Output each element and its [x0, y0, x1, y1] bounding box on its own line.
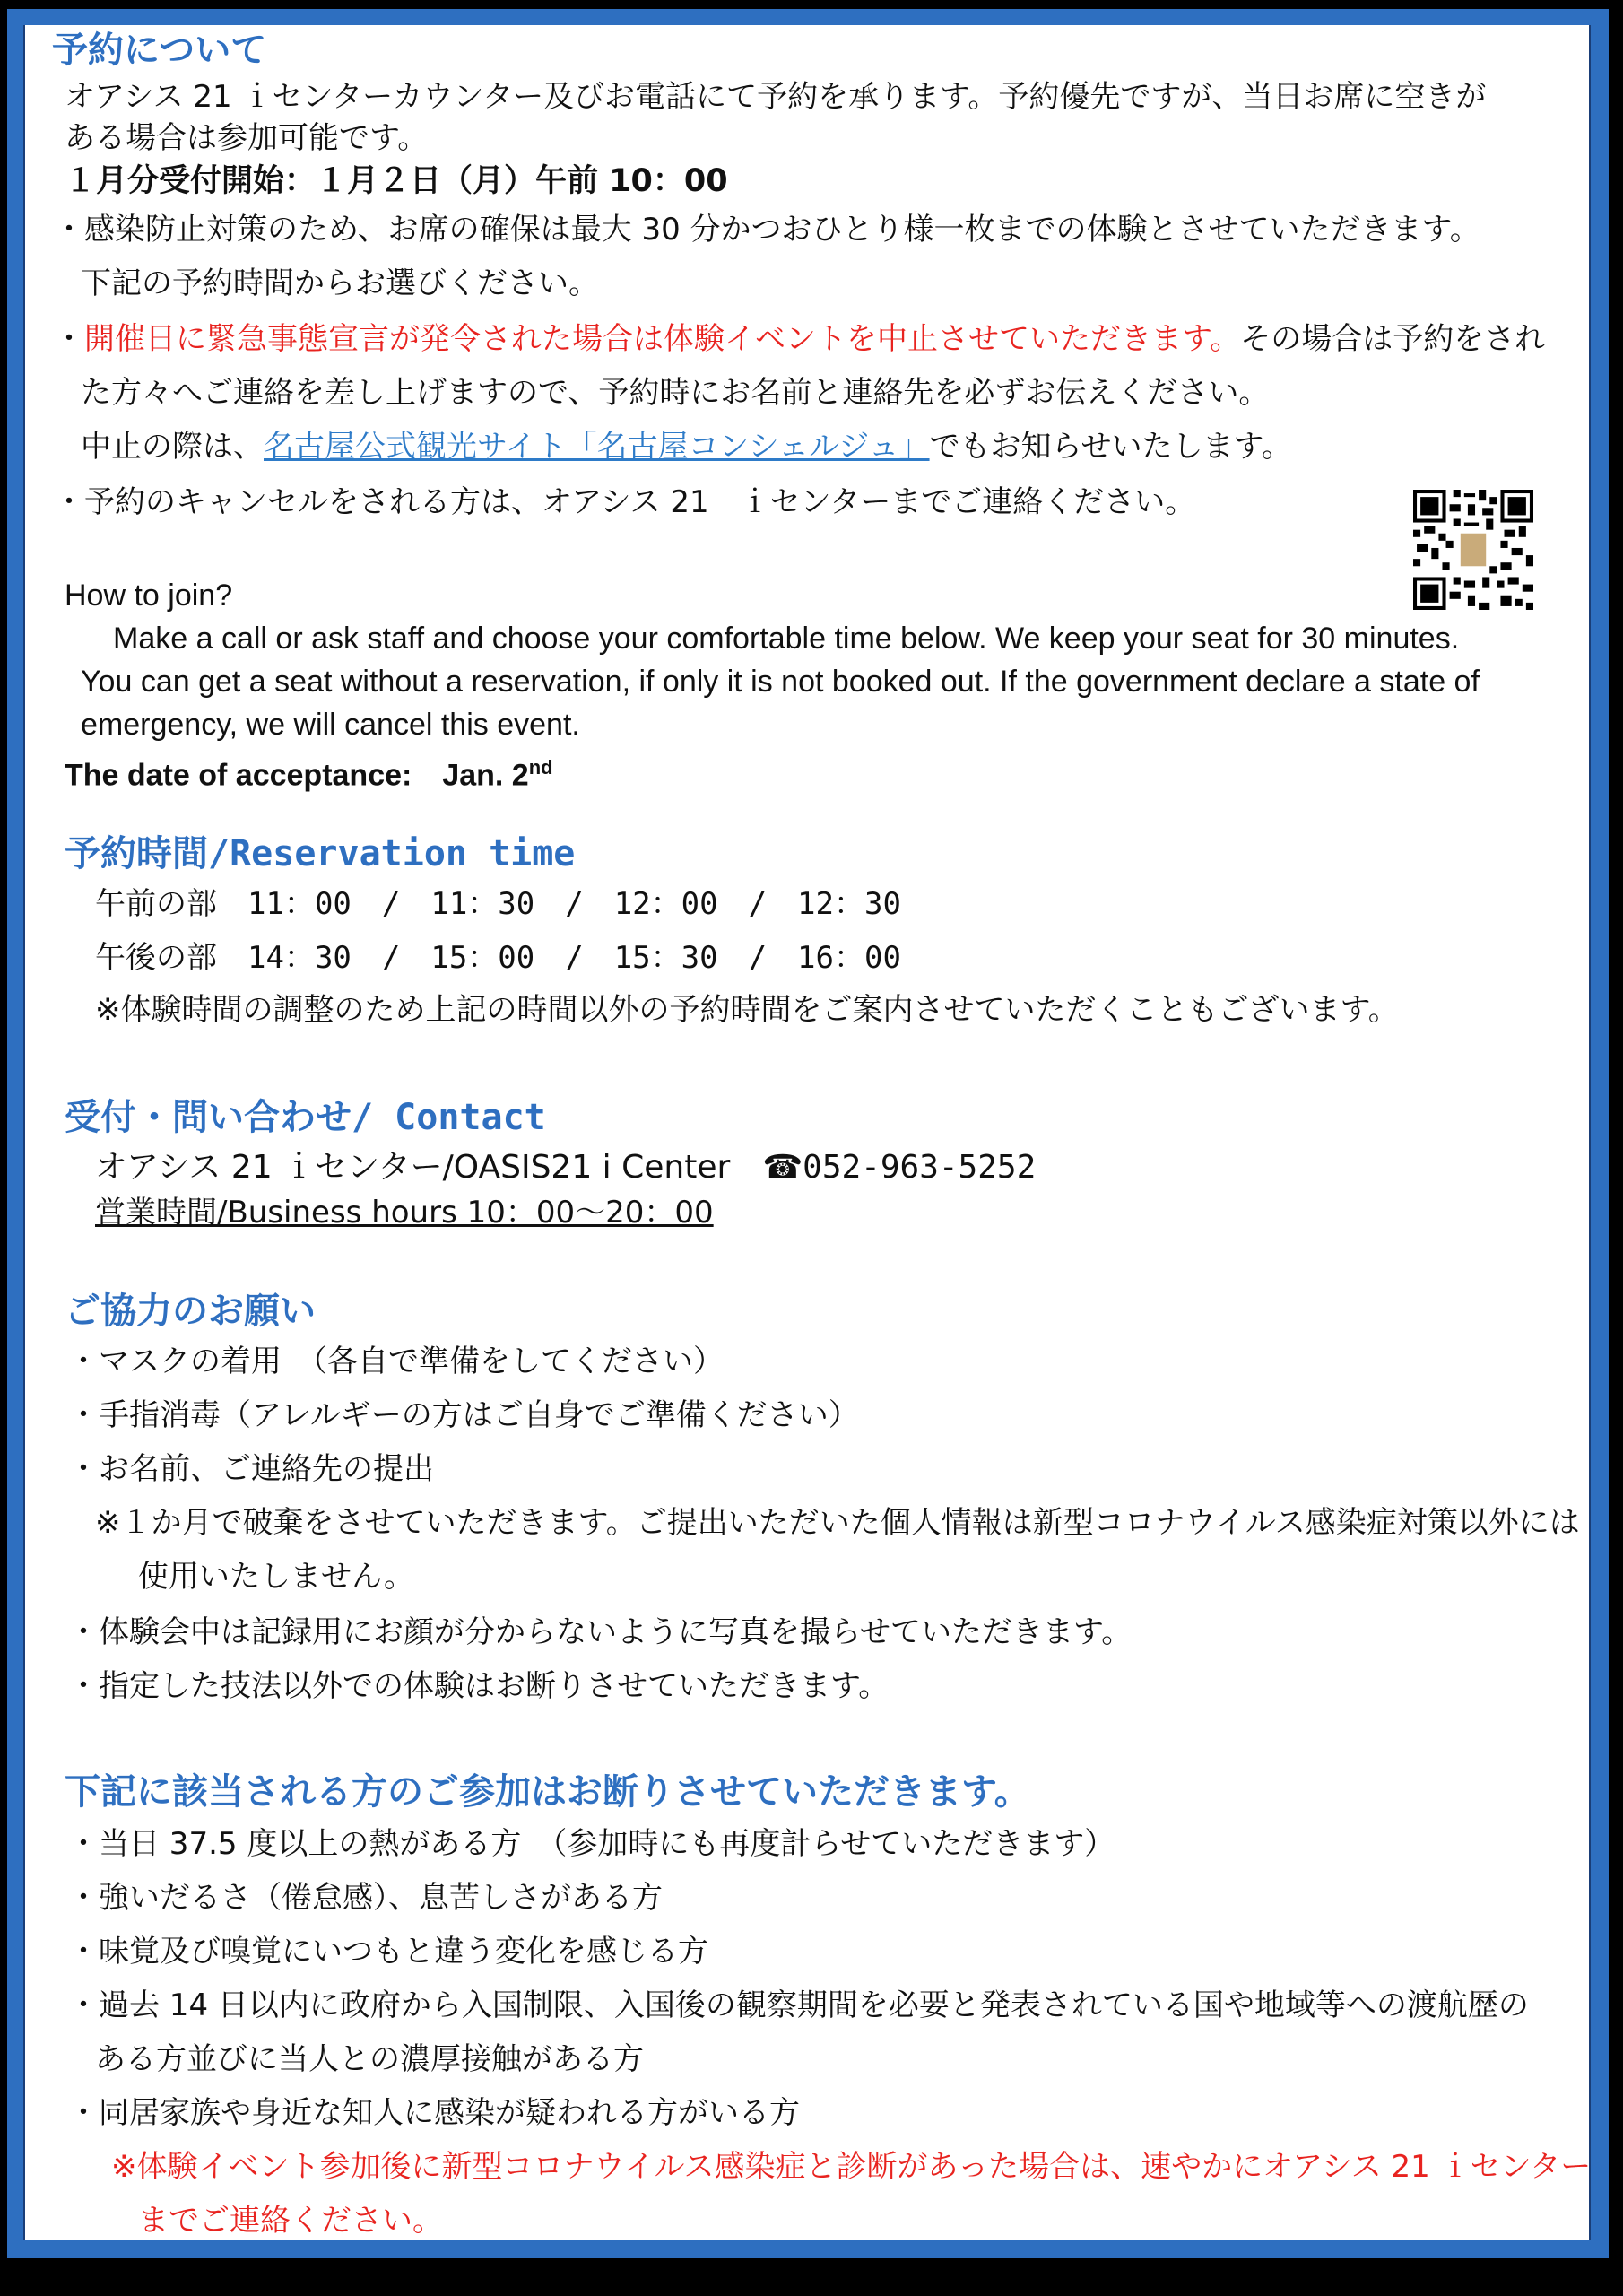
contact-center	[95, 1148, 1036, 1187]
contact-center-name: オアシス 21 ｉセンター/OASIS21 i Center	[95, 1149, 763, 1186]
cooperation-item-note-cont: 使用いたしません。	[138, 1559, 415, 1595]
reservation-intro-line2: ある場合は参加可能です。	[65, 120, 429, 156]
refusal-item: ・味覚及び嗅覚にいつもと違う変化を感じる方	[68, 1934, 708, 1970]
acceptance-date-suffix: nd	[528, 756, 553, 778]
contact-heading: 受付・問い合わせ/ Contact	[65, 1097, 546, 1138]
reservation-cancel-notice	[81, 427, 1292, 466]
refusal-item: ・当日 37.5 度以上の熱がある方 （参加時にも再度計らせていただきます）	[68, 1826, 1115, 1862]
cooperation-heading: ご協力のお願い	[65, 1291, 316, 1332]
emergency-rest: その場合は予約をされ	[1240, 321, 1546, 357]
qr-code-icon	[1413, 490, 1533, 610]
refusal-item-cont: ある方並びに当人との濃厚接触がある方	[95, 2041, 644, 2077]
reservation-bullet-emergency-cont: た方々へご連絡を差し上げますので、予約時にお名前と連絡先を必ずお伝えください。	[81, 375, 1270, 411]
refusal-item: ・同居家族や身近な知人に感染が疑われる方がいる方	[68, 2095, 800, 2131]
reservation-start-date: １月分受付開始：１月２日（月）午前 10：00	[65, 163, 728, 199]
cooperation-item-note: ※１か月で破棄をさせていただきます。ご提出いただいた個人情報は新型コロナウイルス感染症対策以外には	[95, 1505, 1580, 1541]
contact-phone-number[interactable]: 052-963-5252	[803, 1149, 1037, 1186]
reservation-bullet-emergency	[54, 319, 1545, 359]
english-paragraph-line1: Make a call or ask staff and choose your comfortable time below. We keep your seat for 30 minutes.	[113, 622, 1460, 656]
reservation-bullet-seat-cont: 下記の予約時間からお選びください。	[81, 265, 599, 301]
reservation-bullet-cancel: ・予約のキャンセルをされる方は、オアシス 21 ｉセンターまでご連絡ください。	[54, 484, 1196, 520]
morning-time-slots: 午前の部 11：00 / 11：30 / 12：00 / 12：30	[95, 886, 901, 922]
cooperation-item: ・お名前、ご連絡先の提出	[68, 1451, 434, 1487]
time-adjustment-note: ※体験時間の調整のため上記の時間以外の予約時間をご案内させていただくこともございます。	[95, 992, 1399, 1028]
cancel-notice-pre: 中止の際は、	[81, 429, 264, 465]
cooperation-item: ・体験会中は記録用にお顔が分からないように写真を撮らせていただきます。	[68, 1614, 1133, 1650]
acceptance-date-label: The date of acceptance: Jan. 2	[65, 758, 529, 793]
refusal-item: ・過去 14 日以内に政府から入国制限、入国後の観察期間を必要と発表されている国や地域等への渡航歴の	[68, 1987, 1529, 2023]
document-page	[23, 25, 1591, 2240]
cancel-notice-post: でもお知らせいたします。	[929, 429, 1292, 465]
refusal-item: ・強いだるさ（倦怠感）、息苦しさがある方	[68, 1880, 663, 1916]
refusal-heading: 下記に該当される方のご参加はお断りさせていただきます。	[65, 1771, 1030, 1813]
cooperation-item: ・マスクの着用 （各自で準備をしてください）	[68, 1344, 724, 1379]
refusal-red-note: ※体験イベント参加後に新型コロナウイルス感染症と診断があった場合は、速やかにオアシス 21 ｉセンター	[111, 2149, 1592, 2185]
reservation-time-heading: 予約時間/Reservation time	[65, 833, 576, 874]
bottom-rule	[23, 2264, 1603, 2278]
howto-heading: How to join?	[65, 578, 233, 613]
acceptance-date	[65, 748, 553, 795]
cooperation-item: ・指定した技法以外での体験はお断りさせていただきます。	[68, 1668, 890, 1704]
business-hours: 営業時間/Business hours 10：00～20：00	[95, 1195, 714, 1231]
afternoon-time-slots: 午後の部 14：30 / 15：00 / 15：30 / 16：00	[95, 940, 901, 976]
reservation-heading: 予約について	[52, 30, 267, 71]
bullet-dot: ・	[54, 321, 84, 357]
emergency-warning: 開催日に緊急事態宣言が発令された場合は体験イベントを中止させていただきます。	[84, 321, 1241, 357]
reservation-bullet-seat: ・感染防止対策のため、お席の確保は最大 30 分かつおひとり様一枚までの体験とさせていただきます。	[54, 212, 1480, 248]
reservation-intro-line1: オアシス 21 ｉセンターカウンター及びお電話にて予約を承ります。予約優先ですが、当日お席に空きが	[65, 79, 1487, 115]
nagoya-concierge-link[interactable]: 名古屋公式観光サイト「名古屋コンシェルジュ」	[264, 429, 930, 465]
cooperation-item: ・手指消毒（アレルギーの方はご自身でご準備ください）	[68, 1397, 859, 1433]
refusal-red-note-cont: までご連絡ください。	[138, 2203, 443, 2239]
phone-icon: ☎	[762, 1149, 803, 1186]
english-paragraph-line2: You can get a seat without a reservation, if only it is not booked out. If the government declare a state of	[81, 665, 1480, 699]
english-paragraph-line3: emergency, we will cancel this event.	[81, 708, 580, 742]
